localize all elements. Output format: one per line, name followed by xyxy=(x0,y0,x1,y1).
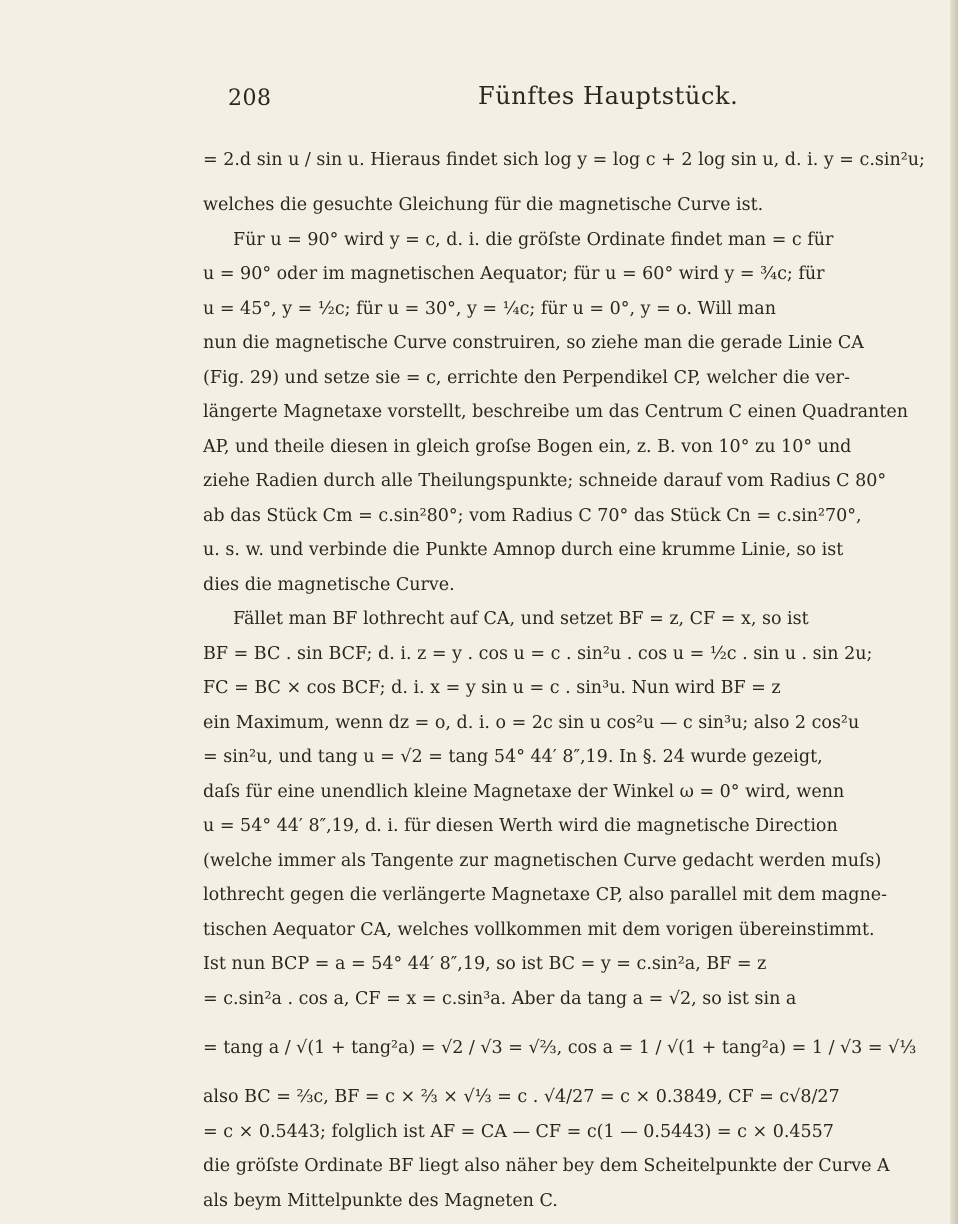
text-line: daſs für eine unendlich kleine Magnetaxe der Winkel ω = 0° wird, wenn xyxy=(203,781,845,802)
text-line: längerte Magnetaxe vorstellt, beschreibe um das Centrum C einen Quadranten xyxy=(203,402,908,422)
text-line: tischen Aequator CA, welches vollkommen mit dem vorigen übereinstimmt. xyxy=(203,919,875,940)
text-line: (Fig. 29) und setze sie = c, errichte den Perpendikel CP, welcher die ver- xyxy=(203,367,850,388)
text-line: FC = BC × cos BCF; d. i. x = y sin u = c . sin³u. Nun wird BF = z xyxy=(203,678,781,698)
text-line: = c.sin²a . cos a, CF = x = c.sin³a. Aber da tang a = √2, so ist sin a xyxy=(203,988,797,1009)
body-text xyxy=(203,132,958,1218)
formula-line: = tang a / √(1 + tang²a) = √2 / √3 = √⅔, cos a = 1 / √(1 + tang²a) = 1 / √3 = √⅓ xyxy=(203,1038,917,1058)
page-header xyxy=(228,78,748,118)
text-line: also BC = ⅔c, BF = c × ⅔ × √⅓ = c . √4/27 = c × 0.3849, CF = c√8/27 xyxy=(203,1087,840,1107)
text-line: (welche immer als Tangente zur magnetischen Curve gedacht werden muſs) xyxy=(203,850,882,871)
text-line: ein Maximum, wenn dz = o, d. i. o = 2c sin u cos²u — c sin³u; also 2 cos²u xyxy=(203,712,860,733)
text-line: u. s. w. und verbinde die Punkte Amnop durch eine krumme Linie, so ist xyxy=(203,540,844,560)
text-line: AP, und theile diesen in gleich groſse Bogen ein, z. B. von 10° zu 10° und xyxy=(203,436,852,457)
text-line: lothrecht gegen die verlängerte Magnetaxe CP, also parallel mit dem magne- xyxy=(203,885,887,905)
text-line: = sin²u, und tang u = √2 = tang 54° 44′ 8″,19. In §. 24 wurde gezeigt, xyxy=(203,747,823,767)
text-line: u = 45°, y = ½c; für u = 30°, y = ¼c; für u = 0°, y = o. Will man xyxy=(203,298,776,319)
text-line: = 2.d sin u / sin u. Hieraus findet sich log y = log c + 2 log sin u, d. i. y = c.sin²u; xyxy=(203,150,925,170)
page-number: 208 xyxy=(228,86,272,111)
text-line: BF = BC . sin BCF; d. i. z = y . cos u = c . sin²u . cos u = ½c . sin u . sin 2u; xyxy=(203,643,873,664)
text-line: u = 90° oder im magnetischen Aequator; für u = 60° wird y = ¾c; für xyxy=(203,264,825,284)
paragraph-start: Für u = 90° wird y = c, d. i. die gröſste Ordinate findet man = c für xyxy=(233,229,834,250)
text-line: u = 54° 44′ 8″,19, d. i. für diesen Werth wird die magnetische Direction xyxy=(203,816,838,836)
paragraph-start: Fället man BF lothrecht auf CA, und setzet BF = z, CF = x, so ist xyxy=(233,609,809,629)
text-line: die gröſste Ordinate BF liegt also näher bey dem Scheitelpunkte der Curve A xyxy=(203,1156,890,1176)
text-line: welches die gesuchte Gleichung für die magnetische Curve ist. xyxy=(203,195,764,215)
text-line: = c × 0.5443; folglich ist AF = CA — CF = c(1 — 0.5443) = c × 0.4557 xyxy=(203,1121,834,1142)
text-line: als beym Mittelpunkte des Magneten C. xyxy=(203,1190,558,1211)
text-line: dies die magnetische Curve. xyxy=(203,574,455,595)
running-head: Fünftes Hauptstück. xyxy=(478,82,739,110)
text-line: Ist nun BCP = a = 54° 44′ 8″,19, so ist BC = y = c.sin²a, BF = z xyxy=(203,954,767,974)
text-line: nun die magnetische Curve construiren, so ziehe man die gerade Linie CA xyxy=(203,333,864,353)
text-line: ab das Stück Cm = c.sin²80°; vom Radius C 70° das Stück Cn = c.sin²70°, xyxy=(203,505,862,526)
text-line: ziehe Radien durch alle Theilungspunkte; schneide darauf vom Radius C 80° xyxy=(203,471,887,491)
